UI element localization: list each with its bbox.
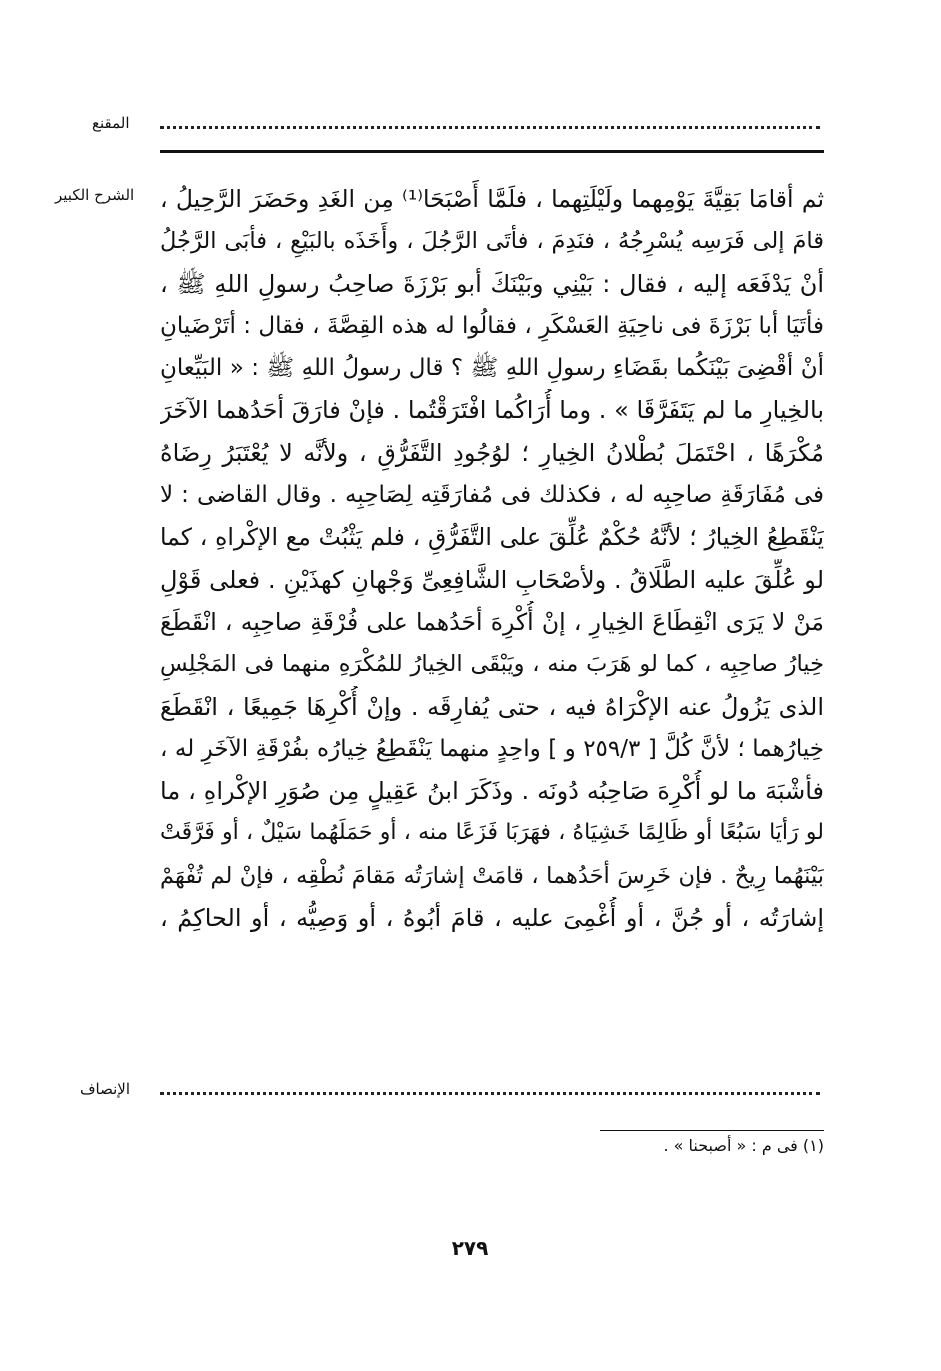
text-line: يَنْقَطِعُ الخِيارُ ؛ لأنَّهُ حُكْمٌ عُلِّقَ على التَّفَرُّقِ ، فلم يَثْبُتْ مع الإكْراهِ ، كما bbox=[160, 523, 824, 552]
section-label-insaf: الإنصاف bbox=[80, 1080, 131, 1098]
page-number: ٢٧٩ bbox=[451, 1236, 489, 1260]
text-line: خِيارُ صاحِبِه ، كما لو هَرَبَ منه ، ويَبْقَى الخِيارُ للمُكْرَهِ منهما فى المَجْلِسِ bbox=[160, 651, 824, 678]
text-line: أنْ يَدْفَعَه إليه ، فقال : بَيْنِي وبَيْنَكَ أبو بَرْزَةَ صاحِبُ رسولِ اللهِ ﷺ ، bbox=[160, 269, 824, 298]
text-line: إشارَتُه ، أو جُنَّ ، أو أُغْمِىَ عليه ، قامَ أبُوهُ ، أو وَصِيُّه ، أو الحاكِمُ ، bbox=[160, 904, 824, 933]
header-heavy-rule bbox=[160, 150, 824, 153]
text-line: لو عُلِّقَ عليه الطَّلَاقُ . ولأصْحَابِ الشَّافِعِىِّ وَجْهانِ كهذَيْنِ . فعلى قَوْلِ bbox=[160, 565, 824, 594]
header-label-muqni: المقنع bbox=[92, 114, 130, 132]
section-label-sharh-kabir: الشرح الكبير bbox=[55, 186, 135, 204]
text-line: مُكْرَهًا ، احْتَمَلَ بُطْلانُ الخِيارِ ؛ لوُجُودِ التَّفَرُّقِ ، ولأنَّه لا يُعْتَبَرُ رِضَاهُ bbox=[160, 438, 824, 467]
text-line: مَنْ لا يَرَى انْقِطَاعَ الخِيارِ ، إنْ أُكْرِهَ أحَدُهما على فُرْقَةِ صاحِبِه ، انْقَطَعَ bbox=[160, 607, 824, 636]
footnote-separator bbox=[600, 1130, 824, 1131]
text-line: قامَ إلى فَرَسِه يُسْرِجُهُ ، فنَدِمَ ، فأتَى الرَّجُلَ ، وأَخَذَه بالبَيْعِ ، فأبَى الرَّجُلُ bbox=[160, 228, 824, 255]
text-line: خِيارُهما ؛ لأنَّ كُلَّ [ ٢٥٩/٣ و ] واحِدٍ منهما يَنْقَطِعُ خِيارُه بفُرْقَةِ الآخَرِ له ، bbox=[160, 735, 824, 762]
text-line: فأتَيَا أبا بَرْزَةَ فى ناحِيَةِ العَسْكَرِ ، فقالُوا له هذه القِصَّةَ ، فقال : أتَرْضَيانِ bbox=[160, 312, 824, 339]
text-line: لو رَأيَا سَبُعًا أو ظَالِمًا خَشِيَاهُ ، فهَرَبَا فَزَعًا منه ، أو حَمَلَهُما سَيْلٌ ، أو فَرَّقَتْ bbox=[160, 820, 824, 846]
footnote: (١) فى م : « أصبحنا » . bbox=[663, 1136, 824, 1155]
text-line: بالخِيارِ ما لم يَتَفَرَّقَا » . وما أُرَاكُما افْتَرَقْتُما . فإنْ فارَقَ أحَدُهما الآخَرَ bbox=[160, 396, 824, 425]
text-line: فى مُفَارَقَةِ صاحِبِه له ، فكذلك فى مُفارَقَتِه لِصَاحِبِه . وقال القاضى : لا bbox=[160, 482, 824, 509]
text-line: بَيْنَهُما رِيحٌ . فإن خَرِسَ أحَدُهما ، قامَتْ إشارَتُه مَقامَ نُطْقِه ، فإنْ لم تُفْهَمْ bbox=[160, 862, 824, 889]
text-line: ثم أقامَا بَقِيَّةَ يَوْمِهما ولَيْلَتِهما ، فلَمَّا أَصْبَحَا⁽¹⁾ مِن الغَدِ وحَضَرَ الرَّحِيلُ ، bbox=[160, 185, 824, 213]
header-dotted-rule bbox=[160, 126, 820, 129]
text-line: أنْ أقْضِىَ بَيْنَكُما بقَضَاءِ رسولِ اللهِ ﷺ ؟ قال رسولُ اللهِ ﷺ : « البَيِّعانِ bbox=[160, 355, 824, 382]
footer-dotted-rule bbox=[160, 1092, 820, 1095]
text-line: الذى يَزُولُ عنه الإكْرَاهُ فيه ، حتى يُفارِقَه . وإنْ أُكْرِهَا جَمِيعًا ، انْقَطَعَ bbox=[160, 692, 824, 721]
text-line: فأشْبَهَ ما لو أُكْرِهَ صَاحِبُه دُونَه . وذَكَرَ ابنُ عَقِيلٍ مِن صُوَرِ الإكْراهِ ، ما bbox=[160, 777, 824, 806]
main-text-block bbox=[160, 178, 824, 939]
